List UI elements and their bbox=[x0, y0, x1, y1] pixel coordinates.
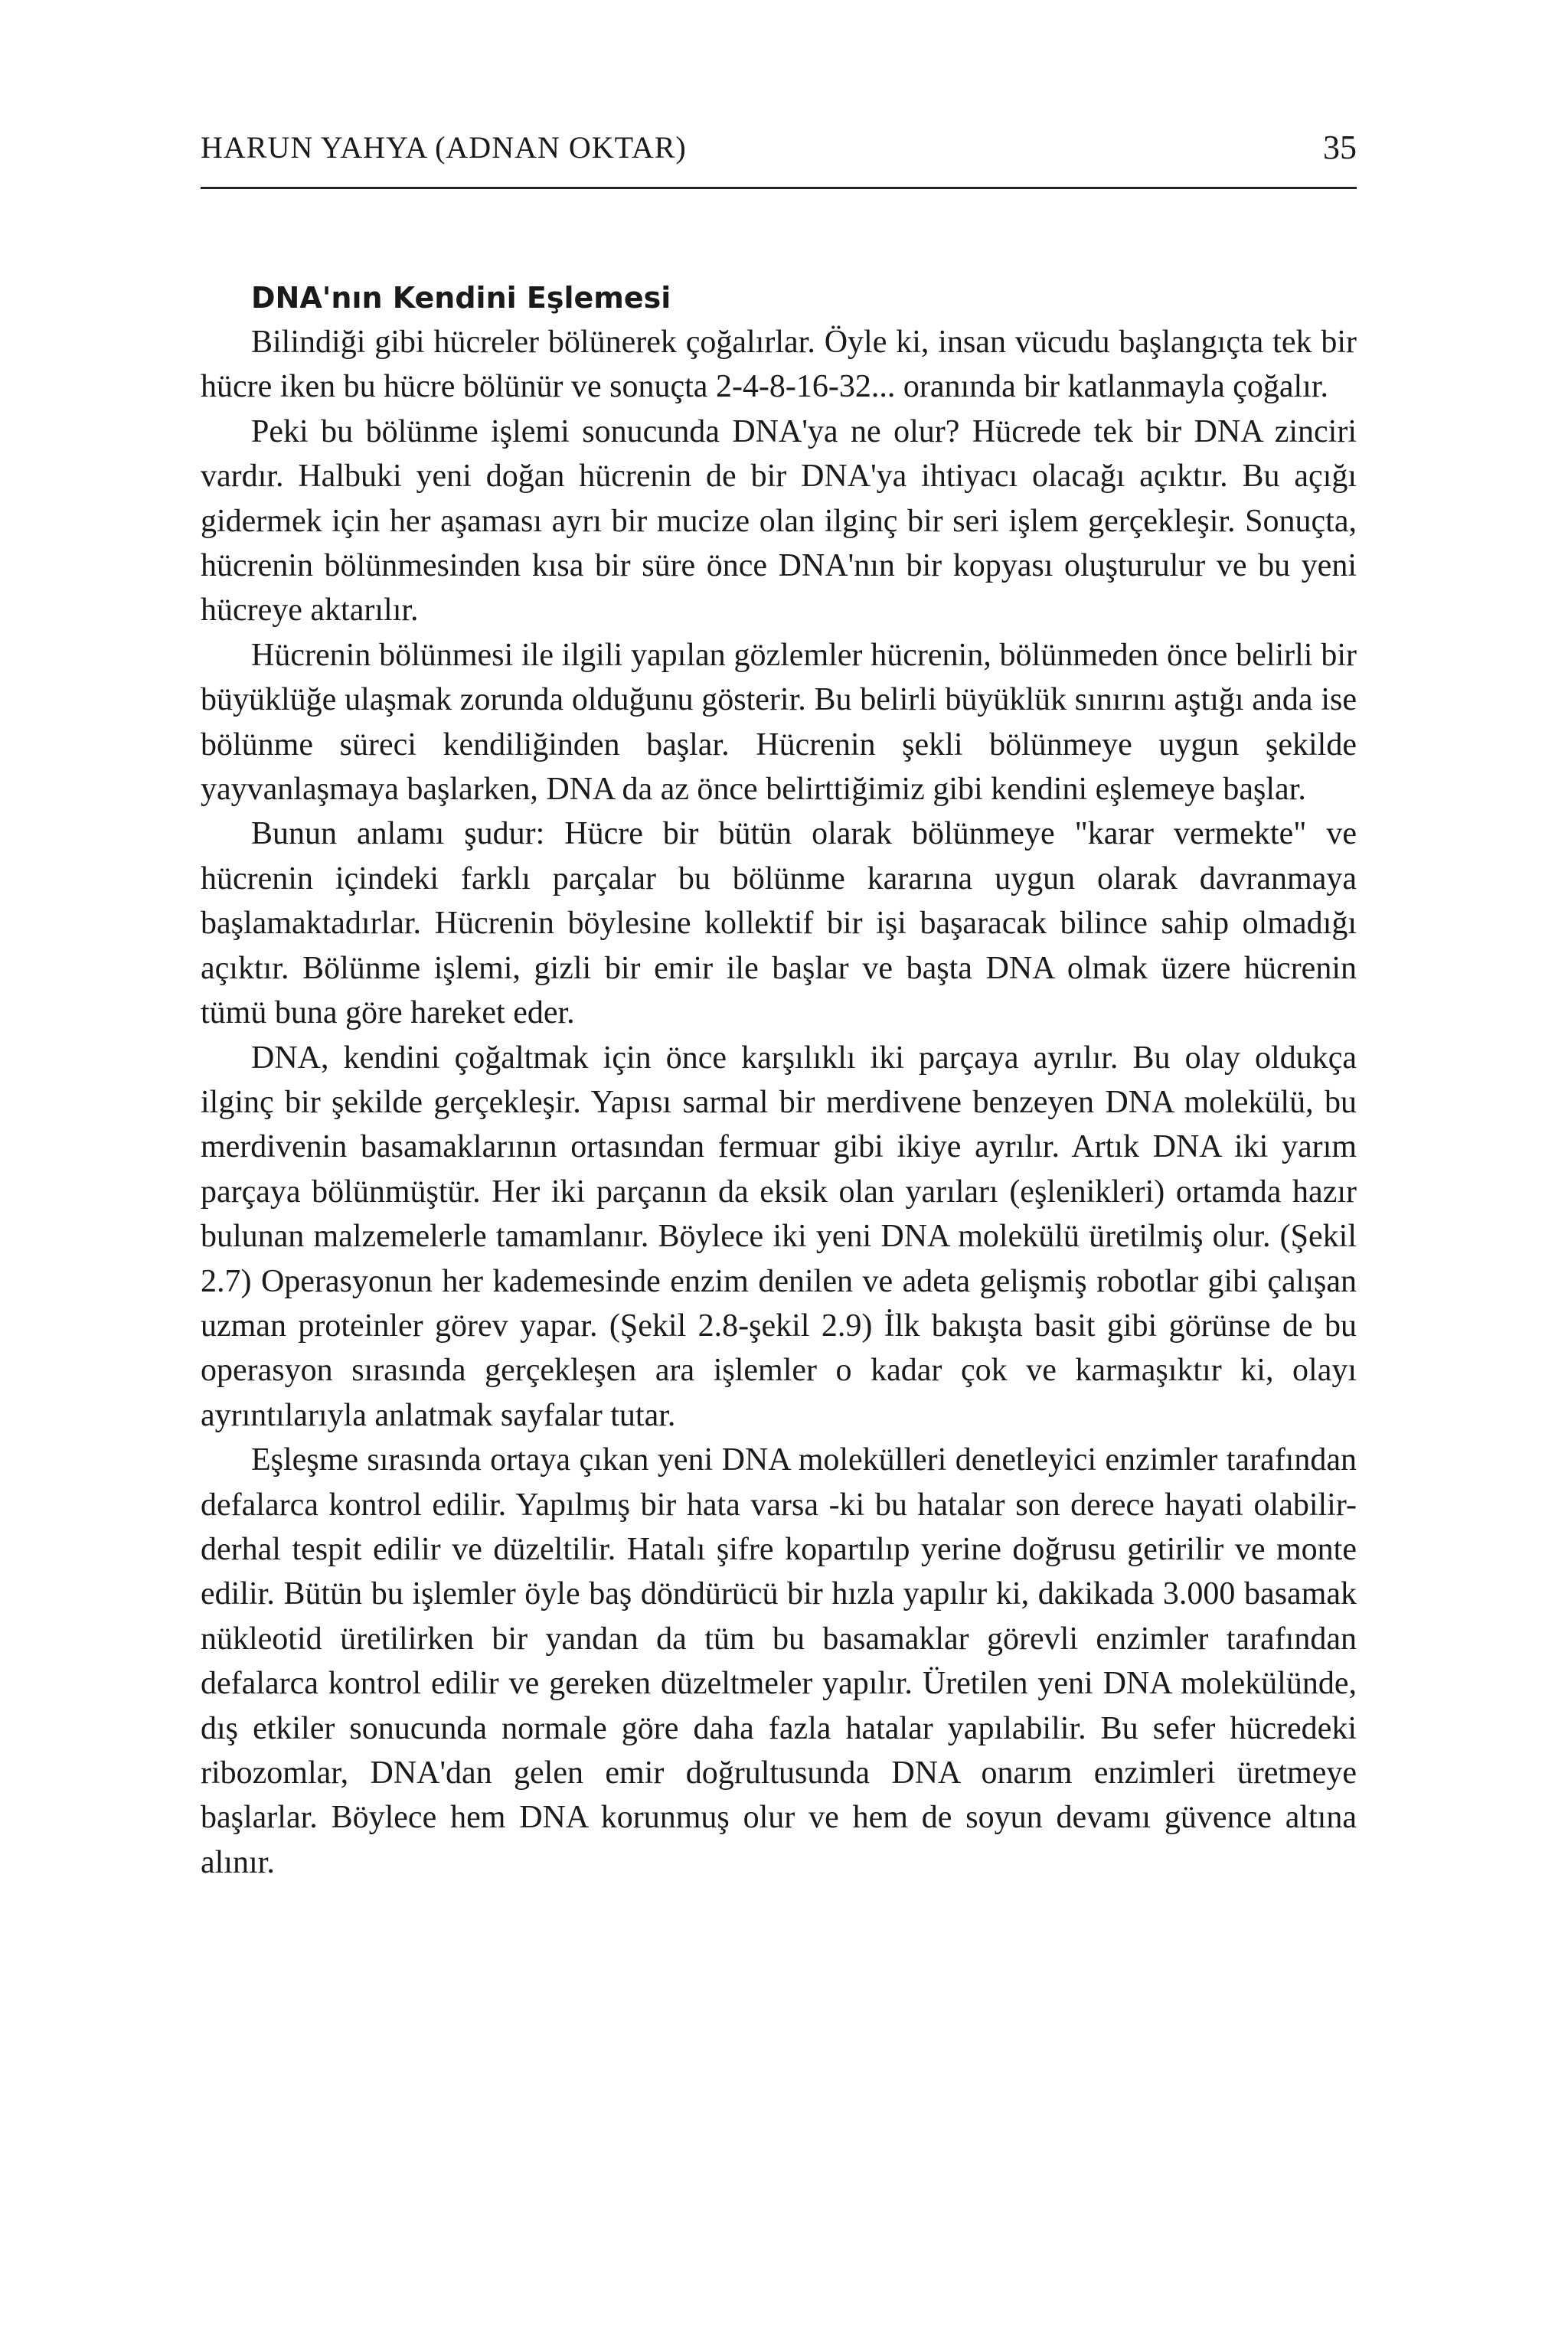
header-rule bbox=[201, 187, 1357, 189]
paragraph-4: Bunun anlamı şudur: Hücre bir bütün olarak bölünmeye "karar vermekte" ve hücrenin içindeki farklı parçalar bu bölünme kararına uygun olarak davranmaya başlamaktadırlar. Hücrenin böylesine kollektif bir işi başaracak bilince sahip olmadığı açıktır. Bölünme işlemi, gizli bir emir ile başlar ve başta DNA olmak üzere hücrenin tümü buna göre hareket eder. bbox=[201, 816, 1357, 1031]
paragraph-5: DNA, kendini çoğaltmak için önce karşılıklı iki parçaya ayrılır. Bu olay oldukça ilginç bir şekilde gerçekleşir. Yapısı sarmal bir merdivene benzeyen DNA molekülü, bu merdivenin basamaklarının ortasından fermuar gibi ikiye ayrılır. Artık DNA iki yarım parçaya bölünmüştür. Her iki parçanın da eksik olan yarıları (eşlenikleri) ortamda hazır bulunan malzemelerle tamamlanır. Böylece iki yeni DNA molekülü üretilmiş olur. (Şekil 2.7) Operasyonun her kademesinde enzim denilen ve adeta gelişmiş robotlar gibi çalışan uzman proteinler görev yapar. (Şekil 2.8-şekil 2.9) İlk bakışta basit gibi görünse de bu operasyon sırasında gerçekleşen ara işlemler o kadar çok ve karmaşıktır ki, olayı ayrıntılarıyla anlatmak sayfalar tutar. bbox=[201, 1040, 1357, 1433]
section-title: DNA'nın Kendini Eşlemesi bbox=[251, 281, 671, 315]
page-number: 35 bbox=[1323, 129, 1357, 166]
page-header bbox=[201, 127, 1357, 168]
running-head: HARUN YAHYA (ADNAN OKTAR) bbox=[201, 130, 687, 165]
paragraph-3: Hücrenin bölünmesi ile ilgili yapılan gözlemler hücrenin, bölünmeden önce belirli bir büyüklüğe ulaşmak zorunda olduğunu gösterir. Bu belirli büyüklük sınırını aştığı anda ise bölünme süreci kendiliğinden başlar. Hücrenin şekli bölünmeye uygun şekilde yayvanlaşmaya başlarken, DNA da az önce belirttiğimiz gibi kendini eşlemeye başlar. bbox=[201, 637, 1357, 808]
paragraph-1: Bilindiği gibi hücreler bölünerek çoğalırlar. Öyle ki, insan vücudu başlangıçta tek bir hücre iken bu hücre bölünür ve sonuçta 2-4-8-16-32... oranında bir katlanmayla çoğalır. bbox=[201, 325, 1357, 405]
paragraph-6: Eşleşme sırasında ortaya çıkan yeni DNA molekülleri denetleyici enzimler tarafından defalarca kontrol edilir. Yapılmış bir hata varsa -ki bu hatalar son derece hayati olabilir- derhal tespit edilir ve düzeltilir. Hatalı şifre kopartılıp yerine doğrusu getirilir ve monte edilir. Bütün bu işlemler öyle baş döndürücü bir hızla yapılır ki, dakikada 3.000 basamak nükleotid üretilirken bir yandan da tüm bu basamaklar görevli enzimler tarafından defalarca kontrol edilir ve gereken düzeltmeler yapılır. Üretilen yeni DNA molekülünde, dış etkiler sonucunda normale göre daha fazla hatalar yapılabilir. Bu sefer hücredeki ribozomlar, DNA'dan gelen emir doğrultusunda DNA onarım enzimleri üretmeye başlarlar. Böylece hem DNA korunmuş olur ve hem de soyun devamı güvence altına alınır. bbox=[201, 1442, 1357, 1880]
paragraph-2: Peki bu bölünme işlemi sonucunda DNA'ya ne olur? Hücrede tek bir DNA zinciri vardır. Halbuki yeni doğan hücrenin de bir DNA'ya ihtiyacı olacağı açıktır. Bu açığı gidermek için her aşaması ayrı bir mucize olan ilginç bir seri işlem gerçekleşir. Sonuçta, hücrenin bölünmesinden kısa bir süre önce DNA'nın bir kopyası oluşturulur ve bu yeni hücreye aktarılır. bbox=[201, 413, 1357, 629]
page-body bbox=[201, 276, 1357, 1885]
